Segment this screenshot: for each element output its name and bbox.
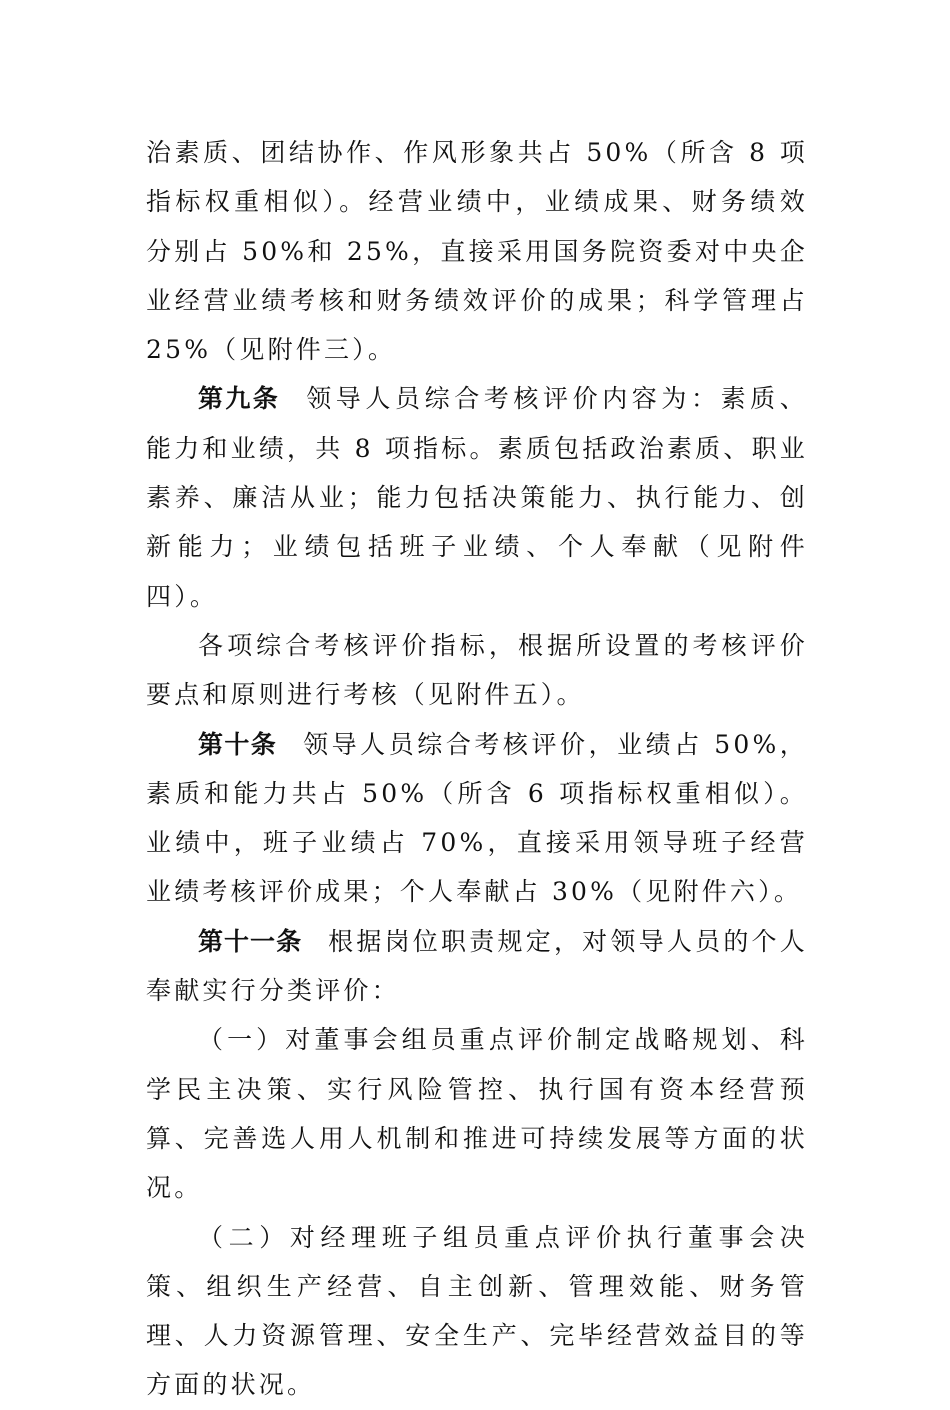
paragraph-text: 领导人员综合考核评价内容为：素质、能力和业绩，共 8 项指标。素质包括政治素质、职业素养、廉洁从业；能力包括决策能力、执行能力、创新能力；业绩包括班子业绩、个人奉献（见附件四）。 (146, 384, 808, 611)
paragraph-text: 治素质、团结协作、作风形象共占 50%（所含 8 项指标权重相似）。经营业绩中，业绩成果、财务绩效分别占 50%和 25%，直接采用国务院资委对中央企业经营业绩考核和财务绩效评价的成果；科学管理占 25%（见附件三）。 (146, 138, 808, 365)
list-item-1 (146, 1015, 808, 1212)
article-10-paragraph (146, 720, 808, 917)
paragraph-text: 领导人员综合考核评价，业绩占 50%，素质和能力共占 50%（所含 6 项指标权重相似）。业绩中，班子业绩占 70%，直接采用领导班子经营业绩考核评价成果；个人奉献占 30%（见附件六）。 (146, 729, 808, 907)
paragraph-continued (146, 128, 808, 374)
list-item-2 (146, 1213, 808, 1410)
article-9-paragraph (146, 374, 808, 620)
article-number: 第十一条 (198, 926, 303, 956)
article-11-paragraph (146, 917, 808, 1016)
paragraph-text: （二）对经理班子组员重点评价执行董事会决策、组织生产经营、自主创新、管理效能、财务管理、人力资源管理、安全生产、完毕经营效益目的等方面的状况。 (146, 1222, 808, 1400)
document-page (146, 128, 808, 1410)
article-number: 第九条 (198, 384, 281, 414)
paragraph-text: 根据岗位职责规定，对领导人员的个人奉献实行分类评价： (146, 926, 808, 1006)
paragraph-text: （一）对董事会组员重点评价制定战略规划、科学民主决策、实行风险管控、执行国有资本经营预算、完善选人用人机制和推进可持续发展等方面的状况。 (146, 1025, 808, 1203)
paragraph-text: 各项综合考核评价指标，根据所设置的考核评价要点和原则进行考核（见附件五）。 (146, 630, 808, 710)
paragraph (146, 621, 808, 720)
article-number: 第十条 (198, 729, 278, 759)
